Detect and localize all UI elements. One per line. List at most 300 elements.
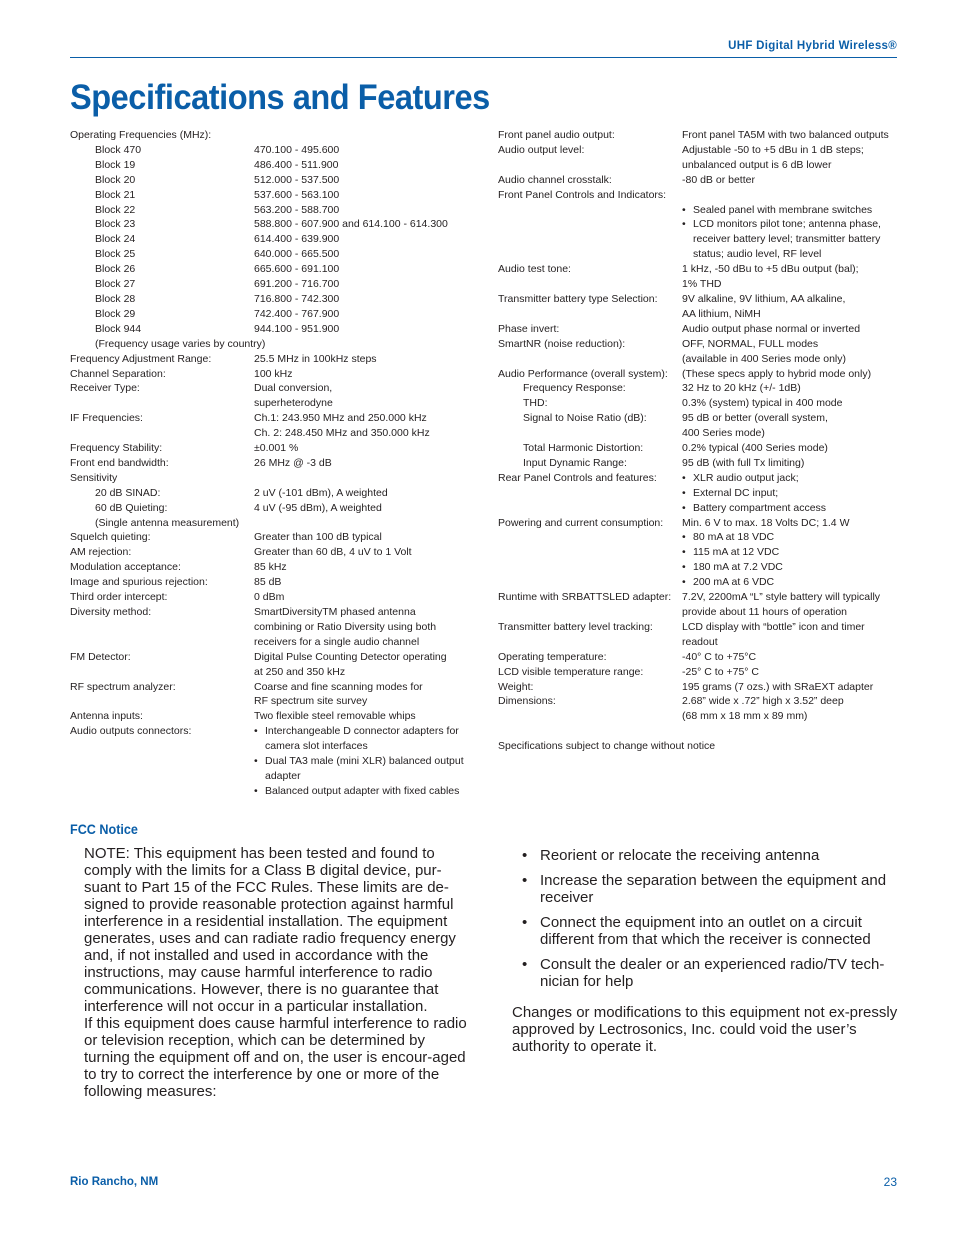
spec-row	[70, 560, 475, 575]
spec-value-line: 665.600 - 691.100	[254, 263, 340, 276]
spec-value	[254, 516, 475, 531]
fcc-note: NOTE: This equipment has been tested and found to comply with the limits for a Class B digital device, pur-suant to Part 15 of the FCC Rules. These limits are de-signed to provide reasonable protection against harmful interference in a residential installation. The equipment generates, uses and can radiate radio frequency energy and, if not installed and used in accordance with the instructions, may cause harmful interference to radio communications. However, there is no guarantee that interference will not occur in a particular installation.	[84, 845, 456, 1015]
spec-row	[498, 337, 903, 367]
spec-value	[254, 322, 475, 337]
spec-bullet-text: XLR audio output jack;	[693, 471, 799, 484]
spec-label: Phase invert:	[498, 322, 560, 335]
spec-row	[70, 456, 475, 471]
spec-row	[498, 516, 903, 591]
spec-bullet-text: External DC input;	[693, 486, 779, 499]
spec-label: Antenna inputs:	[70, 710, 143, 723]
spec-value	[254, 530, 475, 545]
spec-value	[682, 516, 903, 591]
spec-value-line: superheterodyne	[254, 397, 333, 410]
spec-value	[254, 337, 475, 352]
spec-label: Powering and current consumption:	[498, 516, 664, 529]
spec-value-line: Ch. 2: 248.450 MHz and 350.000 kHz	[254, 427, 430, 440]
spec-label: 60 dB Quieting:	[95, 501, 168, 514]
spec-row	[70, 188, 475, 203]
spec-value-line: combining or Ratio Diversity using both	[254, 620, 437, 633]
spec-row	[70, 307, 475, 322]
spec-value	[682, 337, 903, 367]
spec-bullet	[682, 486, 903, 501]
spec-row	[498, 396, 903, 411]
spec-value	[682, 665, 903, 680]
bullet-icon: •	[682, 203, 686, 216]
spec-value-line: 32 Hz to 20 kHz (+/- 1dB)	[682, 382, 801, 395]
spec-value	[682, 396, 903, 411]
spec-label: Receiver Type:	[70, 382, 140, 395]
spec-value	[254, 456, 475, 471]
spec-row	[70, 247, 475, 262]
spec-value-line: 1 kHz, -50 dBu to +5 dBu output (bal);	[682, 263, 859, 276]
spec-label: 20 dB SINAD:	[95, 486, 161, 499]
spec-label: Frequency Adjustment Range:	[70, 352, 212, 365]
spec-label: Block 26	[95, 263, 136, 276]
spec-list-right	[498, 128, 903, 754]
spec-label: Block 22	[95, 203, 136, 216]
spec-value	[682, 441, 903, 456]
spec-value	[682, 322, 903, 337]
bullet-icon: •	[682, 471, 686, 484]
spec-label: Audio channel crosstalk:	[498, 173, 612, 186]
bullet-icon: •	[682, 576, 686, 589]
spec-row	[70, 650, 475, 680]
spec-value	[682, 188, 903, 203]
spec-value	[682, 411, 903, 441]
spec-label: Signal to Noise Ratio (dB):	[523, 412, 647, 425]
spec-value-line: Audio output phase normal or inverted	[682, 322, 861, 335]
spec-row	[498, 128, 903, 143]
spec-row	[70, 575, 475, 590]
spec-label: Operating Frequencies (MHz):	[70, 129, 212, 141]
spec-value-line: 537.600 - 563.100	[254, 188, 340, 201]
spec-value	[254, 590, 475, 605]
spec-label: Squelch quieting:	[70, 531, 151, 544]
spec-row	[70, 381, 475, 411]
spec-label: Block 29	[95, 307, 136, 320]
spec-bullet	[682, 471, 903, 486]
spec-row	[70, 173, 475, 188]
bullet-icon: •	[254, 784, 258, 797]
spec-value-line: 588.800 - 607.900 and 614.100 - 614.300	[254, 218, 448, 231]
spec-value	[254, 501, 475, 516]
spec-value	[254, 203, 475, 218]
spec-value-line: unbalanced output is 6 dB lower	[682, 158, 832, 171]
bullet-icon: •	[522, 956, 528, 973]
spec-label: Block 28	[95, 292, 136, 305]
spec-row	[498, 441, 903, 456]
spec-row	[498, 367, 903, 382]
spec-value-line: 2 uV (-101 dBm), A weighted	[254, 486, 388, 499]
spec-label	[498, 203, 682, 263]
spec-bullet-text: Balanced output adapter with fixed cables	[265, 784, 460, 797]
spec-row	[70, 337, 475, 352]
spec-value-line: receivers for a single audio channel	[254, 635, 420, 648]
spec-label: RF spectrum analyzer:	[70, 680, 176, 693]
spec-value	[254, 173, 475, 188]
fcc-measure-item	[512, 914, 902, 948]
spec-value-line: Coarse and fine scanning modes for	[254, 680, 423, 693]
spec-label: Block 21	[95, 188, 136, 201]
spec-row	[498, 262, 903, 292]
spec-value-line: -80 dB or better	[682, 173, 755, 186]
spec-value-line: Dual conversion,	[254, 382, 333, 395]
spec-bullet	[682, 203, 903, 218]
spec-label: Frequency Stability:	[70, 442, 163, 455]
bullet-icon: •	[682, 531, 686, 544]
spec-row	[70, 545, 475, 560]
spec-value	[682, 650, 903, 665]
spec-label: THD:	[523, 397, 548, 410]
spec-value	[254, 292, 475, 307]
spec-value-line: 25.5 MHz in 100kHz steps	[254, 352, 377, 365]
spec-value	[682, 203, 903, 263]
spec-value-line: 100 kHz	[254, 367, 293, 380]
specs-note: Specifications subject to change without notice	[498, 740, 716, 753]
spec-bullet	[682, 545, 903, 560]
bullet-icon: •	[682, 486, 686, 499]
header-brand: UHF Digital Hybrid Wireless®	[728, 40, 897, 52]
spec-value	[682, 173, 903, 188]
spec-label: Block 24	[95, 233, 136, 246]
spec-label: Diversity method:	[70, 606, 152, 618]
spec-value	[682, 590, 903, 620]
spec-label: Runtime with SRBATTSLED adapter:	[498, 591, 672, 604]
spec-row	[498, 322, 903, 337]
spec-value-line: 742.400 - 767.900	[254, 307, 340, 320]
header-rule	[70, 57, 897, 58]
spec-row	[70, 501, 475, 516]
spec-row	[70, 322, 475, 337]
bullet-icon: •	[682, 218, 686, 231]
spec-value-line: 1% THD	[682, 278, 722, 291]
spec-row	[70, 352, 475, 367]
spec-label: Block 23	[95, 218, 136, 231]
spec-value-line: (available in 400 Series mode only)	[682, 352, 847, 365]
spec-value-line: 95 dB or better (overall system,	[682, 412, 828, 425]
spec-row	[70, 724, 475, 799]
spec-bullet-text: Sealed panel with membrane switches	[693, 203, 873, 216]
page-number: 23	[883, 1175, 897, 1189]
fcc-measure-text: Reorient or relocate the receiving antenna	[540, 847, 820, 864]
spec-value-line: (68 mm x 18 mm x 89 mm)	[682, 710, 808, 723]
spec-row	[498, 694, 903, 724]
spec-bullet-text: 200 mA at 6 VDC	[693, 576, 775, 589]
spec-value-line: 470.100 - 495.600	[254, 143, 340, 156]
spec-value	[254, 277, 475, 292]
spec-bullet	[682, 560, 903, 575]
spec-value-line: 486.400 - 511.900	[254, 158, 339, 171]
spec-label: Block 19	[95, 158, 136, 171]
spec-label: Block 944	[95, 322, 142, 335]
spec-row	[498, 665, 903, 680]
spec-value	[254, 486, 475, 501]
spec-value-line: Adjustable -50 to +5 dBu in 1 dB steps;	[682, 143, 864, 156]
spec-value-line: 691.200 - 716.700	[254, 278, 340, 291]
spec-label: Audio outputs connectors:	[70, 725, 192, 738]
fcc-measure-text: Increase the separation between the equipment and receiver	[540, 872, 887, 906]
spec-value-line: 85 dB	[254, 576, 282, 589]
spec-bullet	[682, 530, 903, 545]
spec-row	[70, 605, 475, 650]
spec-label: Front end bandwidth:	[70, 456, 169, 469]
fcc-measure-item	[512, 847, 902, 864]
spec-label: Transmitter battery level tracking:	[498, 620, 653, 633]
spec-value-line: ±0.001 %	[254, 442, 299, 455]
spec-row	[498, 381, 903, 396]
spec-row	[498, 590, 903, 620]
bullet-icon: •	[522, 872, 528, 889]
spec-row	[498, 680, 903, 695]
spec-value-line: 400 Series mode)	[682, 427, 765, 440]
spec-value-line: 2.68” wide x .72” high x 3.52” deep	[682, 695, 844, 708]
spec-value	[254, 680, 475, 710]
spec-label: (Single antenna measurement)	[95, 516, 240, 529]
footer-location: Rio Rancho, NM	[70, 1176, 159, 1188]
spec-value	[682, 680, 903, 695]
spec-value-line: readout	[682, 635, 718, 648]
spec-value-line: LCD display with “bottle” icon and timer	[682, 620, 865, 633]
spec-value	[254, 575, 475, 590]
spec-value	[254, 262, 475, 277]
spec-bullet-text: Interchangeable D connector adapters for camera slot interfaces	[265, 725, 459, 753]
spec-label: LCD visible temperature range:	[498, 665, 644, 678]
spec-row	[498, 650, 903, 665]
spec-value	[254, 545, 475, 560]
spec-value-line: 4 uV (-95 dBm), A weighted	[254, 501, 382, 514]
bullet-icon: •	[522, 847, 528, 864]
spec-label: Transmitter battery type Selection:	[498, 292, 658, 305]
spec-value	[682, 128, 903, 143]
spec-label: Dimensions:	[498, 695, 556, 708]
spec-value-line: SmartDiversityTM phased antenna	[254, 606, 416, 618]
spec-row	[70, 217, 475, 232]
spec-row	[498, 411, 903, 441]
fcc-note-continued: If this equipment does cause harmful interference to radio or television reception, which can be determined by turning the equipment off and on, the user is encour-aged to try to correct the interference by one or more of the following measures:	[84, 1015, 467, 1100]
spec-value	[254, 724, 475, 799]
spec-value-line: 563.200 - 588.700	[254, 203, 340, 216]
spec-value-line: Digital Pulse Counting Detector operating	[254, 650, 447, 663]
bullet-icon: •	[682, 546, 686, 559]
spec-value-line: Greater than 100 dB typical	[254, 531, 382, 544]
spec-value-line: Greater than 60 dB, 4 uV to 1 Volt	[254, 546, 412, 559]
spec-row	[70, 367, 475, 382]
spec-label: Modulation acceptance:	[70, 561, 181, 574]
fcc-measure-item	[512, 872, 902, 906]
spec-label: SmartNR (noise reduction):	[498, 337, 626, 350]
bullet-icon: •	[682, 501, 686, 514]
spec-value-line: provide about 11 hours of operation	[682, 606, 848, 618]
spec-label: (Frequency usage varies by country)	[95, 337, 266, 350]
spec-bullet-text: 80 mA at 18 VDC	[693, 531, 775, 544]
spec-value	[254, 471, 475, 486]
spec-row	[70, 262, 475, 277]
spec-label: Image and spurious rejection:	[70, 576, 208, 589]
bullet-icon: •	[254, 755, 258, 768]
spec-value-line: 195 grams (7 ozs.) with SRaEXT adapter	[682, 680, 874, 693]
spec-row	[70, 277, 475, 292]
spec-value	[682, 471, 903, 516]
spec-bullet	[682, 217, 903, 262]
spec-value	[682, 262, 903, 292]
spec-bullet	[254, 724, 475, 754]
spec-bullet-text: LCD monitors pilot tone; antenna phase, receiver battery level; transmitter battery status; audio level, RF level	[693, 218, 881, 261]
spec-value-line: 0 dBm	[254, 591, 285, 604]
spec-label: Channel Separation:	[70, 367, 166, 380]
spec-row	[70, 441, 475, 456]
spec-row	[70, 471, 475, 486]
spec-value-line: 85 kHz	[254, 561, 287, 574]
fcc-heading: FCC Notice	[70, 821, 138, 837]
spec-row	[70, 203, 475, 218]
spec-value-line: 0.3% (system) typical in 400 mode	[682, 397, 843, 410]
spec-label: Audio output level:	[498, 143, 585, 156]
spec-value-line: 716.800 - 742.300	[254, 292, 340, 305]
spec-value	[682, 694, 903, 724]
spec-label: Sensitivity	[70, 471, 118, 484]
spec-value	[254, 441, 475, 456]
spec-value-line: Front panel TA5M with two balanced outputs	[682, 129, 889, 141]
spec-bullet	[254, 784, 475, 799]
spec-row	[498, 471, 903, 516]
spec-label: Frequency Response:	[523, 382, 626, 395]
spec-value-line: AA lithium, NiMH	[682, 307, 761, 320]
spec-row	[498, 173, 903, 188]
spec-row	[498, 620, 903, 650]
spec-row	[498, 292, 903, 322]
spec-value	[254, 367, 475, 382]
bullet-icon: •	[522, 914, 528, 931]
spec-label: Weight:	[498, 680, 534, 693]
spec-value	[254, 381, 475, 411]
spec-value	[254, 232, 475, 247]
fcc-measure-text: Connect the equipment into an outlet on a circuit different from that which the receiver is connected	[540, 914, 871, 948]
fcc-measure-text: Consult the dealer or an experienced radio/TV tech-nician for help	[540, 956, 885, 990]
spec-bullet-text: 180 mA at 7.2 VDC	[693, 561, 783, 574]
spec-label: Block 27	[95, 278, 136, 291]
spec-label: Audio Performance (overall system):	[498, 367, 668, 380]
spec-row	[70, 486, 475, 501]
spec-row	[70, 232, 475, 247]
spec-label: Input Dynamic Range:	[523, 456, 627, 469]
spec-value	[254, 560, 475, 575]
spec-row	[70, 292, 475, 307]
spec-row	[70, 516, 475, 531]
fcc-measure-item	[512, 956, 902, 990]
spec-value-line: 95 dB (with full Tx limiting)	[682, 456, 805, 469]
spec-row	[70, 530, 475, 545]
spec-value-line: -40° C to +75°C	[682, 650, 757, 663]
spec-row	[498, 456, 903, 471]
spec-value-line: -25° C to +75° C	[682, 665, 759, 678]
spec-row	[70, 128, 475, 143]
fcc-changes-text: Changes or modifications to this equipment not ex-pressly approved by Lectrosonics, Inc. could void the user’s authority to operate it.	[512, 1004, 898, 1055]
spec-value	[682, 456, 903, 471]
spec-row	[70, 143, 475, 158]
spec-value	[682, 143, 903, 173]
page-title: Specifications and Features	[70, 78, 490, 117]
spec-label: IF Frequencies:	[70, 412, 143, 425]
spec-bullet	[254, 754, 475, 784]
spec-value-line: 26 MHz @ -3 dB	[254, 456, 332, 469]
spec-row	[70, 158, 475, 173]
spec-label: Total Harmonic Distortion:	[523, 442, 644, 455]
spec-row	[70, 411, 475, 441]
spec-label: FM Detector:	[70, 650, 131, 663]
spec-value	[254, 158, 475, 173]
spec-value	[682, 367, 903, 382]
spec-value	[254, 128, 475, 143]
spec-value-line: 640.000 - 665.500	[254, 248, 340, 261]
spec-bullet-text: Battery compartment access	[693, 501, 827, 514]
spec-value	[254, 143, 475, 158]
spec-row	[70, 709, 475, 724]
spec-value-line: 614.400 - 639.900	[254, 233, 340, 246]
spec-value-line: 9V alkaline, 9V lithium, AA alkaline,	[682, 292, 846, 305]
spec-value	[254, 352, 475, 367]
spec-value-line: Ch.1: 243.950 MHz and 250.000 kHz	[254, 412, 427, 425]
spec-label: Block 25	[95, 248, 136, 261]
spec-row	[498, 143, 903, 173]
fcc-measures-list	[512, 847, 902, 990]
spec-value-line: 7.2V, 2200mA “L” style battery will typically	[682, 591, 881, 604]
spec-bullet-text: Dual TA3 male (mini XLR) balanced output adapter	[265, 755, 464, 782]
spec-value	[254, 605, 475, 650]
spec-value-line: OFF, NORMAL, FULL modes	[682, 337, 819, 350]
spec-label: Front panel audio output:	[498, 129, 615, 141]
spec-label: Operating temperature:	[498, 650, 607, 663]
spec-value	[254, 411, 475, 441]
spec-value	[254, 188, 475, 203]
spec-label: Rear Panel Controls and features:	[498, 471, 657, 484]
spec-label: Front Panel Controls and Indicators:	[498, 188, 667, 201]
spec-value	[682, 381, 903, 396]
spec-row	[498, 188, 903, 203]
spec-value-line: Two flexible steel removable whips	[254, 710, 416, 723]
spec-value	[254, 307, 475, 322]
spec-value	[682, 620, 903, 650]
spec-label: Audio test tone:	[498, 263, 571, 276]
spec-value-line: at 250 and 350 kHz	[254, 665, 346, 678]
spec-value	[254, 650, 475, 680]
spec-value	[682, 292, 903, 322]
spec-row	[498, 203, 903, 263]
spec-value-line: 944.100 - 951.900	[254, 322, 340, 335]
spec-value-line: RF spectrum site survey	[254, 695, 368, 708]
fcc-measures	[512, 847, 902, 1055]
spec-bullet	[682, 575, 903, 590]
spec-value-line: Min. 6 V to max. 18 Volts DC; 1.4 W	[682, 516, 850, 529]
spec-row	[70, 590, 475, 605]
bullet-icon: •	[254, 725, 258, 738]
spec-label: Block 470	[95, 143, 142, 156]
spec-label: Block 20	[95, 173, 136, 186]
spec-bullet-text: 115 mA at 12 VDC	[693, 546, 780, 559]
fcc-notice-text	[84, 845, 472, 1100]
spec-value-line: 512.000 - 537.500	[254, 173, 340, 186]
spec-bullet	[682, 501, 903, 516]
spec-list-left	[70, 128, 475, 799]
spec-label: AM rejection:	[70, 546, 132, 559]
bullet-icon: •	[682, 561, 686, 574]
spec-row	[70, 680, 475, 710]
spec-value	[254, 709, 475, 724]
spec-value	[254, 217, 475, 232]
spec-value	[254, 247, 475, 262]
spec-value-line: (These specs apply to hybrid mode only)	[682, 367, 872, 380]
spec-label: Third order intercept:	[70, 591, 168, 604]
